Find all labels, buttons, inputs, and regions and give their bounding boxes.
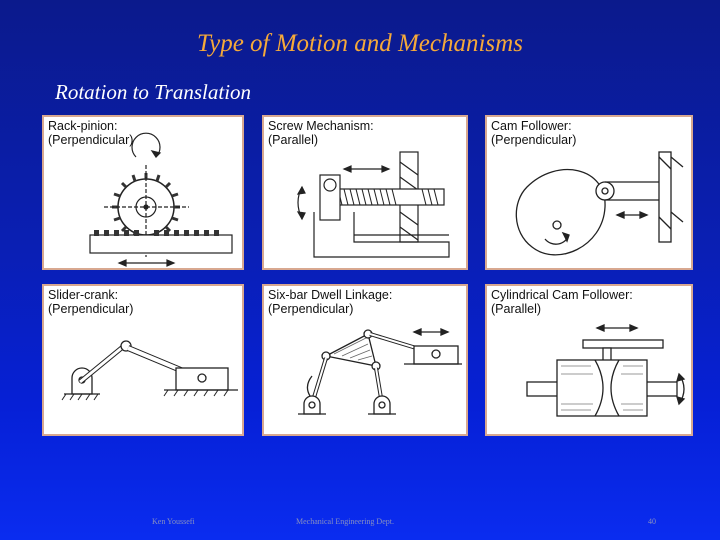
footer-department: Mechanical Engineering Dept. xyxy=(296,517,394,526)
six-bar-dwell-panel xyxy=(262,284,468,436)
screw-mechanism-panel xyxy=(262,115,468,270)
cam-follower-panel xyxy=(485,115,693,270)
slide-title: Type of Motion and Mechanisms xyxy=(197,30,523,57)
slide-subtitle: Rotation to Translation xyxy=(55,80,252,104)
six-bar-dwell-label: Six-bar Dwell Linkage: (Perpendicular) xyxy=(268,288,393,316)
footer-author: Ken Youssefi xyxy=(152,517,195,526)
rack-pinion-panel xyxy=(42,115,244,270)
cylindrical-cam-label: Cylindrical Cam Follower: (Parallel) xyxy=(491,288,633,316)
slider-crank-label: Slider-crank: (Perpendicular) xyxy=(48,288,134,316)
cylindrical-cam-panel xyxy=(485,284,693,436)
slider-crank-panel xyxy=(42,284,244,436)
screw-mechanism-label: Screw Mechanism: (Parallel) xyxy=(268,119,374,147)
cam-follower-label: Cam Follower: (Perpendicular) xyxy=(491,119,577,147)
rack-pinion-label: Rack-pinion: (Perpendicular) xyxy=(48,119,134,147)
footer-page-number: 40 xyxy=(648,517,656,526)
